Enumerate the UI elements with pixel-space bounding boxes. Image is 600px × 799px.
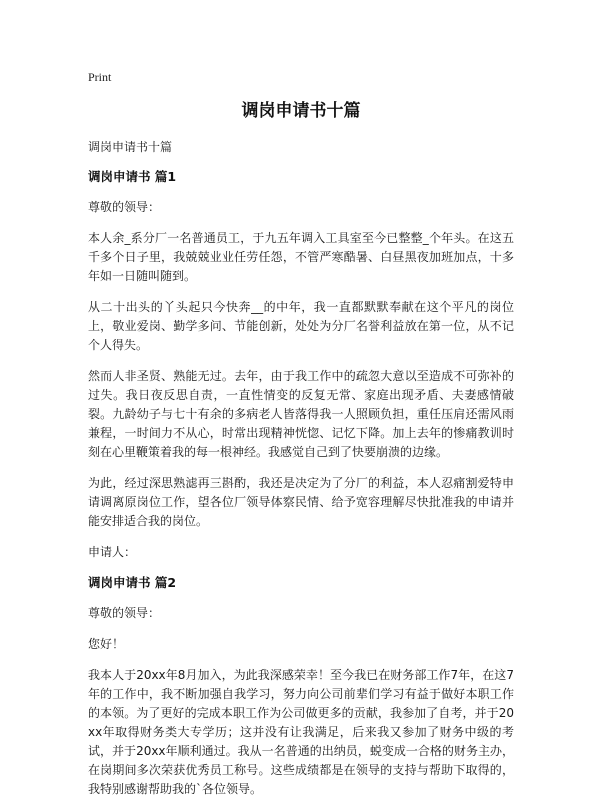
- body-paragraph: 为此，经过深思熟滤再三斟酌，我还是决定为了分厂的利益，本人忍痛割爱特申请调离原岗位工作，望各位厂领导体察民情、给予宽容理解尽快批准我的申请并能安排适合我的岗位。: [88, 476, 514, 528]
- body-paragraph: 本人余_系分厂一名普通员工，于九五年调入工具室至今已整整_个年头。在这五千多个日子里，我兢兢业业任劳任怨，不管严寒酷暑、白昼黑夜加班加点，十多年如一日随叫随到。: [88, 231, 514, 283]
- section-2: [88, 574, 514, 799]
- body-paragraph: 然而人非圣贤、熟能无过。去年，由于我工作中的疏忽大意以至造成不可弥补的过失。我日夜反思自责，一直性情变的反复无常、家庭出现矛盾、夫妻感情破裂。九龄幼子与七十有余的多病老人皆落得我一人照顾负担，重任压肩还需风雨兼程，一时间力不从心，时常出现精神恍惚、记忆下降。加上去年的惨痛教训时刻在心里鞭策着我的每一根神经。我感觉自己到了快要崩溃的边缘。: [88, 369, 514, 459]
- page-title: 调岗申请书十篇: [241, 101, 361, 121]
- salutation: 尊敬的领导：: [88, 200, 161, 214]
- section-heading: 调岗申请书 篇2: [88, 575, 177, 590]
- body-paragraph: 我本人于20xx年8月加入，为此我深感荣幸！至今我已在财务部工作7年，在这7年的工作中，我不断加强自我学习，努力向公司前辈们学习有益于做好本职工作的本领。为了更好的完成本职工作为公司做更多的贡献，我参加了自考，并于20xx年取得财务类大专学历；这并没有让我满足，后来我又参加了财务中级的考试，并于20xx年顺利通过。我从一名普通的出纳员，蜕变成一合格的财务主办，在岗期间多次荣获优秀员工称号。这些成绩都是在领导的支持与帮助下取得的，我特别感谢帮助我的`各位领导。: [88, 668, 514, 796]
- document-subtitle: 调岗申请书十篇: [88, 140, 173, 154]
- body-paragraph: 从二十出头的丫头起只今快奔__的中年，我一直都默默奉献在这个平凡的岗位上，敬业爱岗、勤学多问、节能创新，处处为分厂名誉利益放在第一位，从不记个人得失。: [88, 300, 514, 352]
- section-heading: 调岗申请书 篇1: [88, 169, 177, 184]
- section-1: [88, 168, 514, 562]
- signature-line: 申请人：: [88, 545, 137, 559]
- salutation: 尊敬的领导：: [88, 606, 161, 620]
- print-link[interactable]: Print: [88, 70, 112, 84]
- greeting: 您好！: [88, 637, 125, 651]
